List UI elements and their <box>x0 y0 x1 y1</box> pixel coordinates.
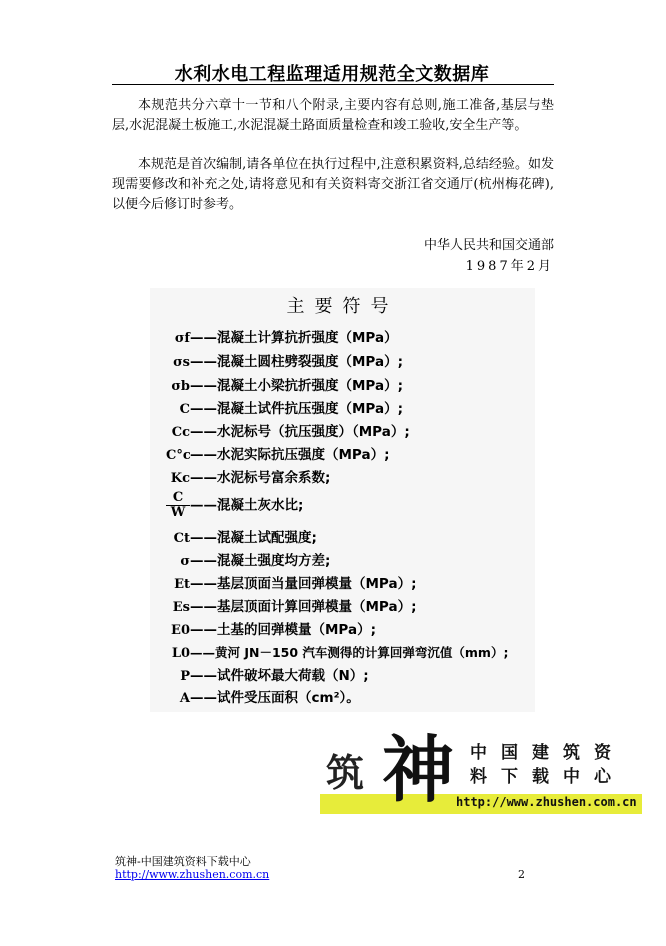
symbol-description: ——基层顶面当量回弹模量（MPa）; <box>190 576 417 592</box>
header-divider <box>112 84 554 85</box>
symbol-description: ——试件破坏最大荷载（N）; <box>190 668 369 684</box>
symbol: σf <box>174 331 190 346</box>
symbol-description: ——水泥标号（抗压强度）（MPa）; <box>190 424 410 440</box>
symbol-row <box>166 597 416 617</box>
symbol-row <box>166 399 403 419</box>
banner-url: http://www.zhushen.com.cn <box>456 795 637 809</box>
symbol-description: ——基层顶面计算回弹模量（MPa）; <box>190 599 417 615</box>
paragraph-feedback: 本规范是首次编制,请各单位在执行过程中,注意积累资料,总结经验。如发现需要修改和补充之处,请将意见和有关资料寄交浙江省交通厅(杭州梅花碑),以便今后修订时参考。 <box>112 157 554 212</box>
symbol-description: ——黄河 JN－150 汽车测得的计算回弹弯沉值（mm）; <box>190 645 509 660</box>
paragraph-scope: 本规范共分六章十一节和八个附录,主要内容有总则,施工准备,基层与垫层,水泥混凝土板施工,水泥混凝土路面质量检查和竣工验收,安全生产等。 <box>112 98 554 133</box>
symbol: σ <box>180 554 190 569</box>
symbol-row <box>166 620 376 640</box>
symbol-row <box>166 491 303 523</box>
symbol-row <box>166 376 403 396</box>
symbol-description: ——混凝土灰水比; <box>190 497 304 514</box>
symbol-row <box>166 574 416 594</box>
symbol: Es <box>172 600 190 615</box>
symbol-row <box>166 352 403 372</box>
signature-date: 1987年2月 <box>465 259 554 274</box>
site-banner <box>320 727 642 816</box>
banner-logo-small: 筑 <box>326 750 365 795</box>
fraction-symbol <box>166 491 190 520</box>
symbol: Kc <box>170 471 190 486</box>
document-title: 水利水电工程监理适用规范全文数据库 <box>174 64 490 85</box>
symbol: C <box>179 402 190 417</box>
symbol-row <box>166 328 398 348</box>
symbol-row <box>166 688 360 708</box>
footer-site-name: 筑神-中国建筑资料下载中心 <box>115 855 251 868</box>
symbol-description: ——混凝土小梁抗折强度（MPa）; <box>190 378 403 394</box>
symbols-title: 主要符号 <box>286 296 399 317</box>
symbol-row <box>166 528 317 548</box>
page-number: 2 <box>518 868 525 881</box>
banner-slogan-line1: 中国建筑资 <box>470 743 625 763</box>
fraction-numerator: C <box>166 491 190 506</box>
fraction-denominator: W <box>170 505 186 520</box>
symbol-row <box>166 422 410 442</box>
symbol: P <box>180 669 190 684</box>
symbol: C°c <box>166 448 191 463</box>
symbol-description: ——水泥实际抗压强度（MPa）; <box>190 447 390 463</box>
symbol-row <box>166 551 330 571</box>
symbol-row <box>166 468 330 488</box>
footer-link[interactable]: http://www.zhushen.com.cn <box>115 868 270 881</box>
symbol-row <box>166 643 508 663</box>
symbol: Cc <box>171 425 190 440</box>
symbol-description: ——混凝土圆柱劈裂强度（MPa）; <box>190 354 403 370</box>
symbol-description: ——混凝土计算抗折强度（MPa） <box>190 330 398 346</box>
symbol-description: ——混凝土试件抗压强度（MPa）; <box>190 401 403 417</box>
symbol-row <box>166 666 369 686</box>
symbol-description: ——试件受压面积（cm²）。 <box>190 690 360 706</box>
banner-logo-big: 神 <box>382 727 455 812</box>
symbol-row <box>166 445 389 465</box>
symbol-description: ——混凝土试配强度; <box>190 530 317 546</box>
symbol: σs <box>173 355 190 370</box>
banner-slogan-line2: 料下载中心 <box>470 767 625 787</box>
symbol: σb <box>171 379 190 394</box>
symbol: Et <box>174 577 190 592</box>
symbol-description: ——混凝土强度均方差; <box>190 553 331 569</box>
symbol: L0 <box>171 646 190 661</box>
symbol: A <box>179 691 190 706</box>
symbol-description: ——水泥标号富余系数; <box>190 470 331 486</box>
symbols-table-image <box>150 288 535 712</box>
symbol: E0 <box>171 623 190 638</box>
symbol: Ct <box>173 531 190 546</box>
symbol-description: ——土基的回弹模量（MPa）; <box>190 622 376 638</box>
signature-organization: 中华人民共和国交通部 <box>423 238 554 253</box>
